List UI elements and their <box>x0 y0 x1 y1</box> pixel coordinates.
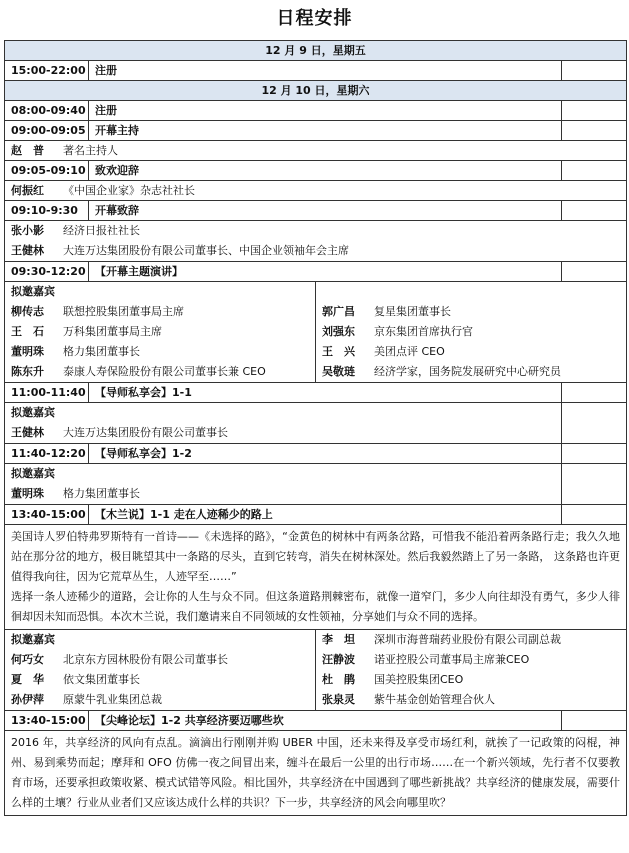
guest-name: 郭广昌 <box>322 305 355 318</box>
session-name: 【尖峰论坛】1-2 共享经济要迈哪些坎 <box>95 714 284 727</box>
guest-column-left <box>5 630 315 710</box>
guest-role: 原蒙牛乳业集团总裁 <box>63 693 162 706</box>
guest-row <box>5 484 626 504</box>
session-time: 15:00-22:00 <box>5 61 89 80</box>
guests-label: 拟邀嘉宾 <box>11 467 55 480</box>
session-time: 09:10-9:30 <box>5 201 89 220</box>
guest-name: 何巧女 <box>11 653 44 666</box>
session-time: 08:00-09:40 <box>5 101 89 120</box>
guest-role: 复星集团董事长 <box>374 305 451 318</box>
empty-cell <box>561 262 626 281</box>
guest-role: 大连万达集团股份有限公司董事长 <box>63 426 228 439</box>
speaker-row <box>5 181 626 201</box>
empty-cell <box>561 201 626 220</box>
guest-name: 柳传志 <box>11 305 44 318</box>
guest-column-right <box>315 282 626 382</box>
guest-name: 汪静波 <box>322 653 355 666</box>
guest-name: 董明珠 <box>11 487 44 500</box>
speaker-row <box>5 141 626 161</box>
guest-role: 万科集团董事局主席 <box>63 325 162 338</box>
speaker-group <box>5 221 626 262</box>
guest-row <box>5 362 315 382</box>
guest-name: 陈东升 <box>11 365 44 378</box>
session-name: 开幕致辞 <box>95 204 139 217</box>
guest-row <box>316 362 626 382</box>
guest-column-right <box>315 630 626 710</box>
day-header: 12 月 10 日，星期六 <box>5 81 626 101</box>
speaker-name: 张小影 <box>11 224 44 237</box>
empty-cell <box>561 161 626 180</box>
session-row <box>5 101 626 121</box>
session-time: 11:40-12:20 <box>5 444 89 463</box>
speaker-role: 大连万达集团股份有限公司董事长、中国企业领袖年会主席 <box>63 244 349 257</box>
guest-name: 王 石 <box>11 325 44 338</box>
session-time: 09:00-09:05 <box>5 121 89 140</box>
speaker-role: 著名主持人 <box>63 144 118 157</box>
guest-role: 经济学家，国务院发展研究中心研究员 <box>374 365 561 378</box>
guest-name: 张泉灵 <box>322 693 355 706</box>
empty-cell <box>561 101 626 120</box>
guest-row <box>5 322 315 342</box>
session-row <box>5 121 626 141</box>
guests-label: 拟邀嘉宾 <box>11 633 55 646</box>
guest-block <box>5 630 626 711</box>
session-row <box>5 161 626 181</box>
empty-cell <box>561 121 626 140</box>
empty-cell <box>561 403 626 443</box>
guests-label: 拟邀嘉宾 <box>11 406 55 419</box>
guest-name: 孙伊萍 <box>11 693 44 706</box>
day-header: 12 月 9 日，星期五 <box>5 41 626 61</box>
speaker-name: 王健林 <box>11 244 44 257</box>
guest-block <box>5 464 626 505</box>
session-row <box>5 201 626 221</box>
guest-row <box>5 342 315 362</box>
guest-row <box>5 302 315 322</box>
guest-role: 深圳市海普瑞药业股份有限公司副总裁 <box>374 633 561 646</box>
speaker-role: 《中国企业家》杂志社社长 <box>63 184 195 197</box>
page-title: 日程安排 <box>276 8 353 29</box>
empty-cell <box>561 711 626 730</box>
guest-role: 京东集团首席执行官 <box>374 325 473 338</box>
session-time: 11:00-11:40 <box>5 383 89 402</box>
empty-cell <box>561 61 626 80</box>
session-time: 13:40-15:00 <box>5 711 89 730</box>
guest-row <box>316 630 626 650</box>
guest-role: 美团点评 CEO <box>374 345 445 358</box>
session-name: 【木兰说】1-1 走在人迹稀少的路上 <box>95 508 273 521</box>
guest-role: 北京东方园林股份有限公司董事长 <box>63 653 228 666</box>
guest-row <box>316 302 626 322</box>
guest-role: 诺亚控股公司董事局主席兼CEO <box>374 653 530 666</box>
description-paragraph: 2016 年，共享经济的风向有点乱。滴滴出行刚刚并购 UBER 中国，还未来得及享受市场红利，就挨了一记政策的闷棍，神州、易到乘势而起；摩拜和 OFO 仿佛一夜之间冒出来，缠斗在最后一公里的出行市场……在一个新兴领域，先行者不仅要教育市场，还要承担政策收紧、模式试错等风险。相比国外，共享经济在中国遇到了哪些新挑战？共享经济的健康发展，需要什么样的土壤？行业从业者们又应该达成什么样的共识？下一步，共享经济的风会向哪里吹？ <box>11 736 620 809</box>
session-row <box>5 383 626 403</box>
guest-role: 格力集团董事长 <box>63 487 140 500</box>
empty-cell <box>561 444 626 463</box>
guest-row <box>5 690 315 710</box>
guest-role: 联想控股集团董事局主席 <box>63 305 184 318</box>
speaker-role: 经济日报社社长 <box>63 224 140 237</box>
guest-name: 李 坦 <box>322 633 355 646</box>
session-description <box>5 731 626 815</box>
speaker-row <box>5 241 626 261</box>
guest-role: 依文集团董事长 <box>63 673 140 686</box>
session-name: 注册 <box>95 64 117 77</box>
description-paragraph: 美国诗人罗伯特弗罗斯特有一首诗——《未选择的路》，“金黄色的树林中有两条岔路，可惜我不能沿着两条路行走；我久久地站在那分岔的地方，极目眺望其中一条路的尽头，直到它转弯，消失在树林深处。然后我毅然踏上了另一条路， 这条路也许更值得我向往，因为它荒草丛生，人迹罕至……” <box>11 530 620 583</box>
guest-role: 泰康人寿保险股份有限公司董事长兼 CEO <box>63 365 266 378</box>
guest-role: 紫牛基金创始管理合伙人 <box>374 693 495 706</box>
session-row <box>5 262 626 282</box>
session-row <box>5 61 626 81</box>
guest-row <box>5 650 315 670</box>
guest-name: 董明珠 <box>11 345 44 358</box>
guest-row <box>316 322 626 342</box>
guest-name: 刘强东 <box>322 325 355 338</box>
guest-role: 格力集团董事长 <box>63 345 140 358</box>
guest-name: 吴敬琏 <box>322 365 355 378</box>
guest-column-left <box>5 282 315 382</box>
session-time: 09:30-12:20 <box>5 262 89 281</box>
guest-name: 王 兴 <box>322 345 355 358</box>
guest-role: 国美控股集团CEO <box>374 673 464 686</box>
guests-label: 拟邀嘉宾 <box>11 285 55 298</box>
session-name: 注册 <box>95 104 117 117</box>
guest-row <box>316 690 626 710</box>
guest-row <box>316 342 626 362</box>
empty-cell <box>561 464 626 504</box>
guest-row <box>5 670 315 690</box>
session-name: 致欢迎辞 <box>95 164 139 177</box>
empty-cell <box>561 505 626 524</box>
empty-cell <box>561 383 626 402</box>
session-description <box>5 525 626 630</box>
speaker-name: 赵 普 <box>11 144 44 157</box>
session-name: 【导师私享会】1-1 <box>95 386 192 399</box>
speaker-name: 何振红 <box>11 184 44 197</box>
description-paragraph: 选择一条人迹稀少的道路，会让你的人生与众不同。但这条道路荆棘密布，就像一道窄门，多少人向往却没有勇气，多少人徘徊却因未知而恐惧。本次木兰说，我们邀请来自不同领域的女性领袖，分享她们与众不同的选择。 <box>11 590 620 623</box>
session-row <box>5 711 626 731</box>
speaker-row <box>5 221 626 241</box>
guest-name: 王健林 <box>11 426 44 439</box>
guest-block <box>5 403 626 444</box>
session-time: 09:05-09:10 <box>5 161 89 180</box>
session-name: 【开幕主题演讲】 <box>95 265 183 278</box>
guest-row <box>5 423 626 443</box>
guest-row <box>316 670 626 690</box>
guest-name: 杜 鹃 <box>322 673 355 686</box>
session-row <box>5 444 626 464</box>
guest-row <box>316 650 626 670</box>
session-name: 开幕主持 <box>95 124 139 137</box>
guest-name: 夏 华 <box>11 673 44 686</box>
session-time: 13:40-15:00 <box>5 505 89 524</box>
session-name: 【导师私享会】1-2 <box>95 447 192 460</box>
session-row <box>5 505 626 525</box>
schedule-table <box>4 40 627 816</box>
guest-block <box>5 282 626 383</box>
